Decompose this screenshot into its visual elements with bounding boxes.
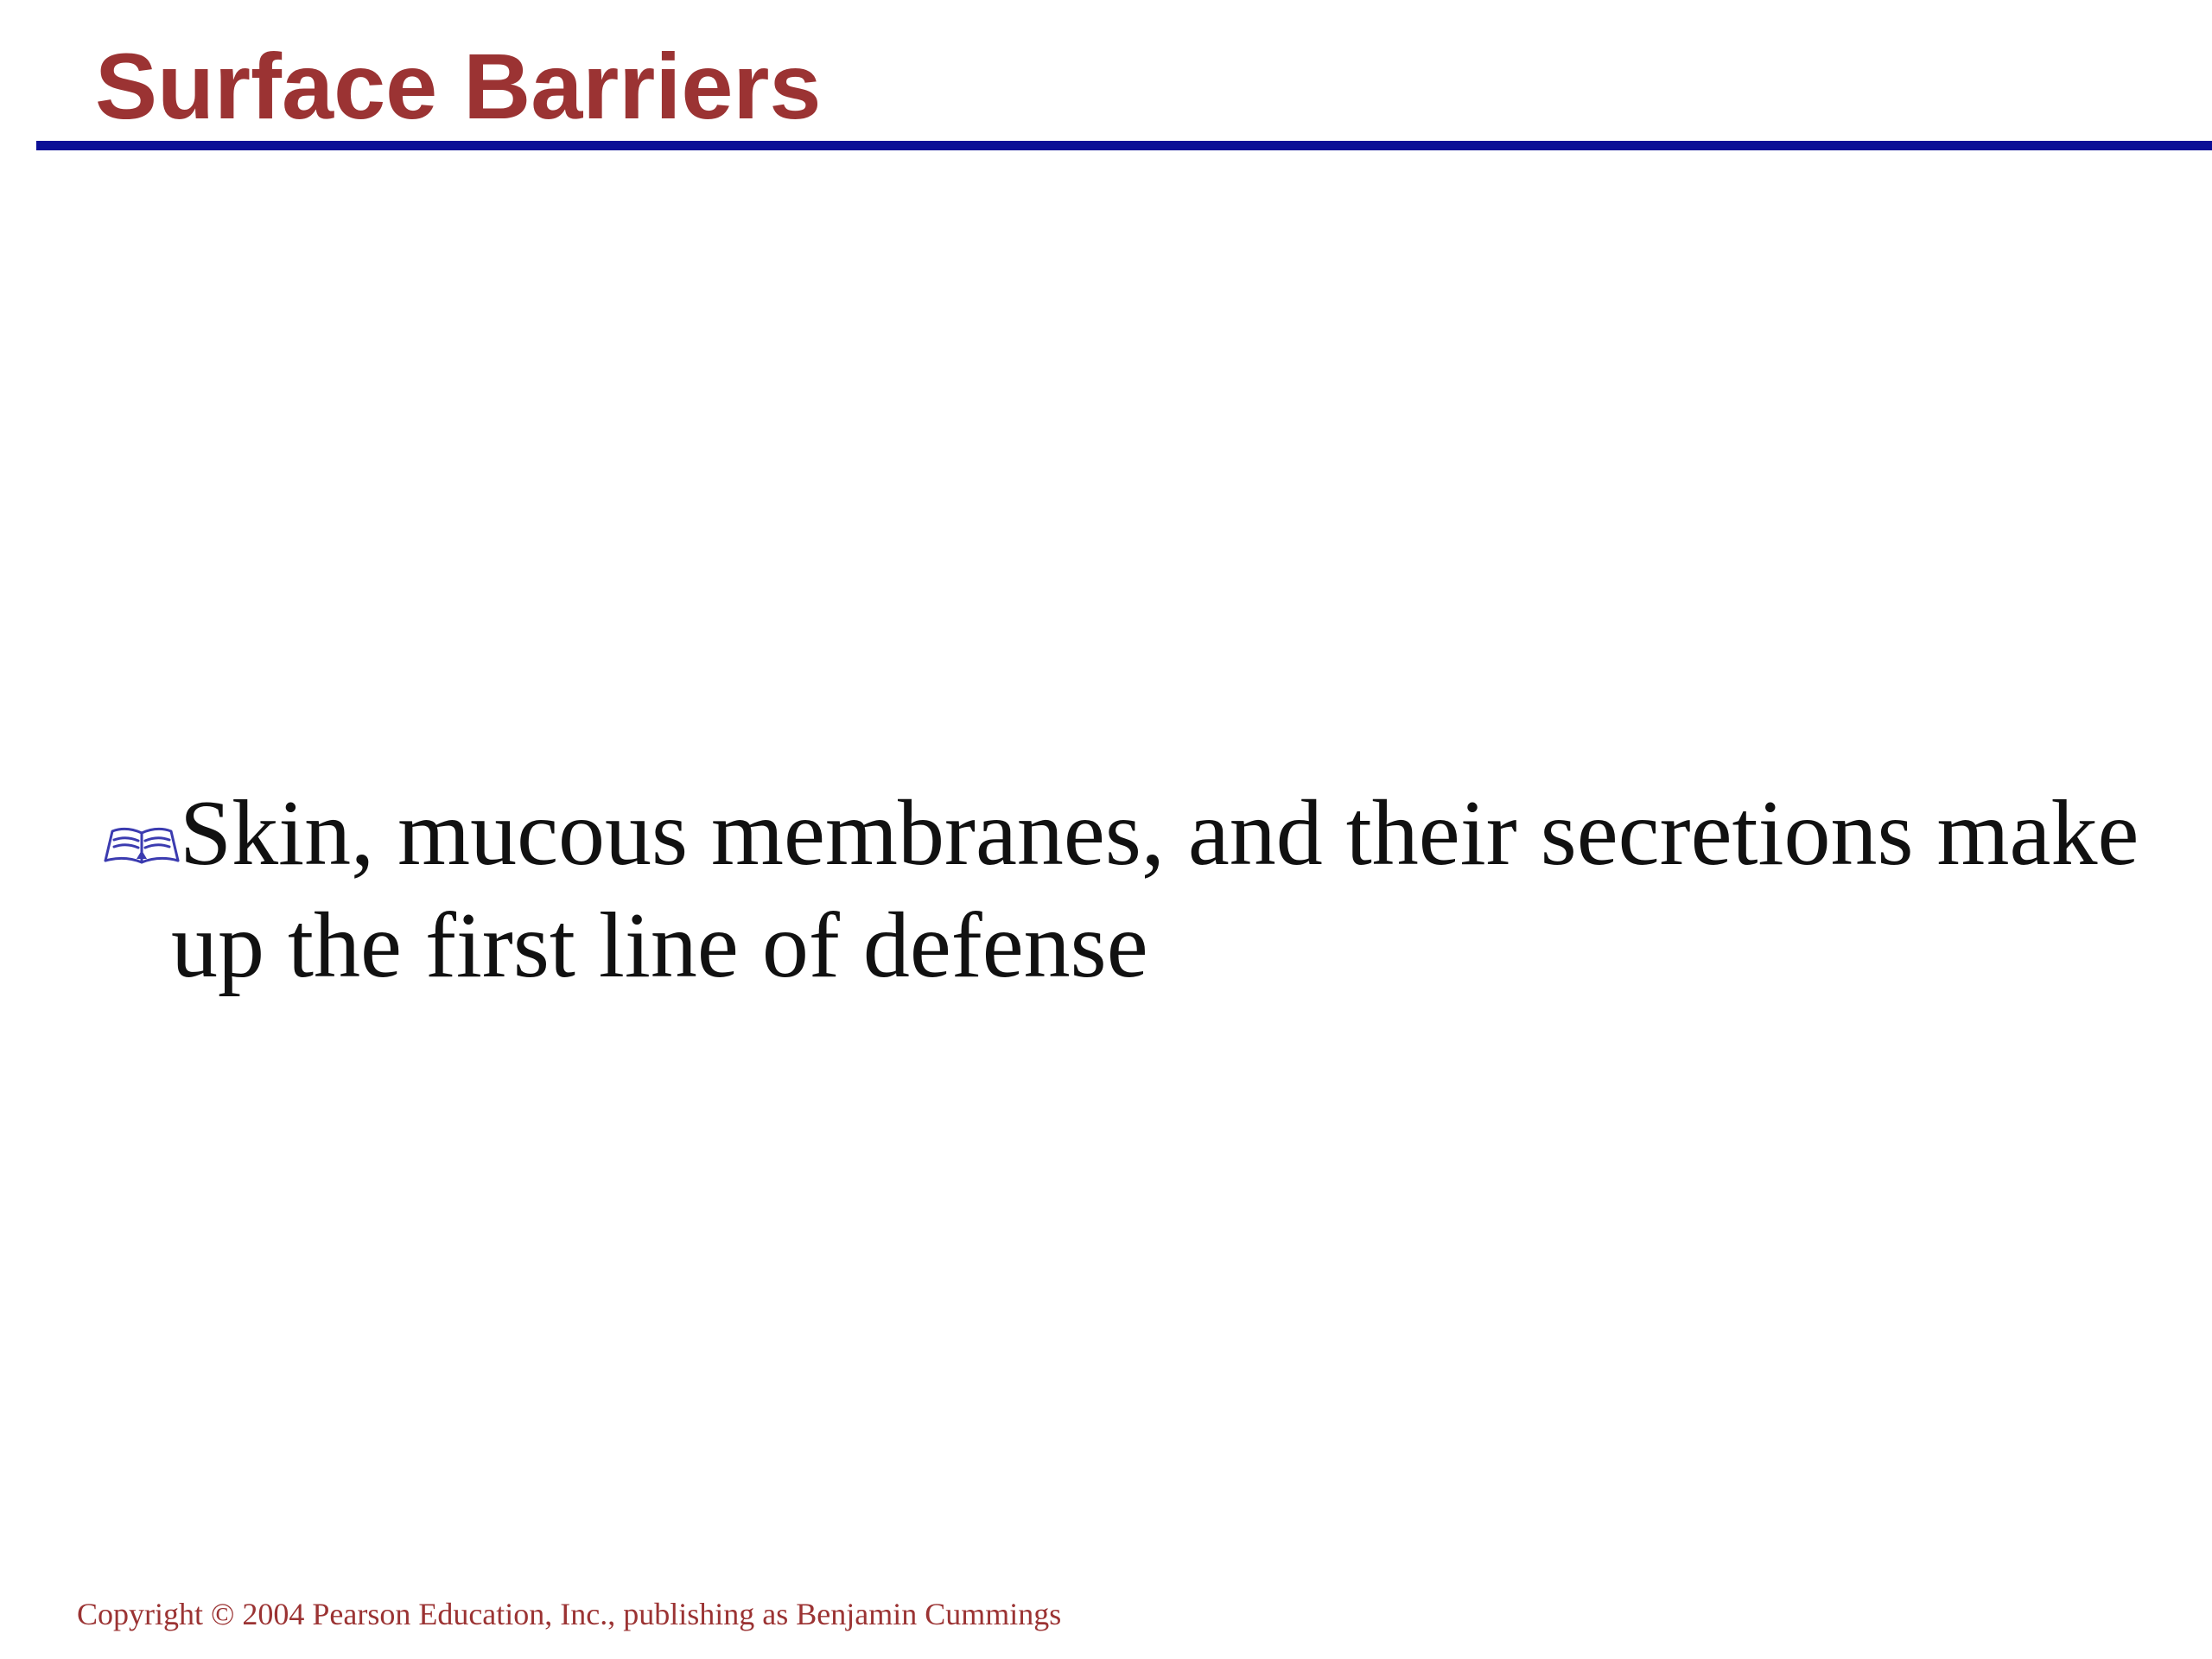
- copyright-notice: Copyright © 2004 Pearson Education, Inc., publishing as Benjamin Cummings: [77, 1597, 1062, 1631]
- bullet-text: [171, 778, 2167, 1002]
- title-divider: [36, 141, 2212, 150]
- bullet-line-1: Skin, mucous membranes, and their secretions make: [180, 782, 2139, 885]
- open-book-icon: [102, 823, 181, 866]
- slide-title: Surface Barriers: [95, 34, 822, 138]
- bullet-line-2: up the first line of defense: [171, 894, 1148, 997]
